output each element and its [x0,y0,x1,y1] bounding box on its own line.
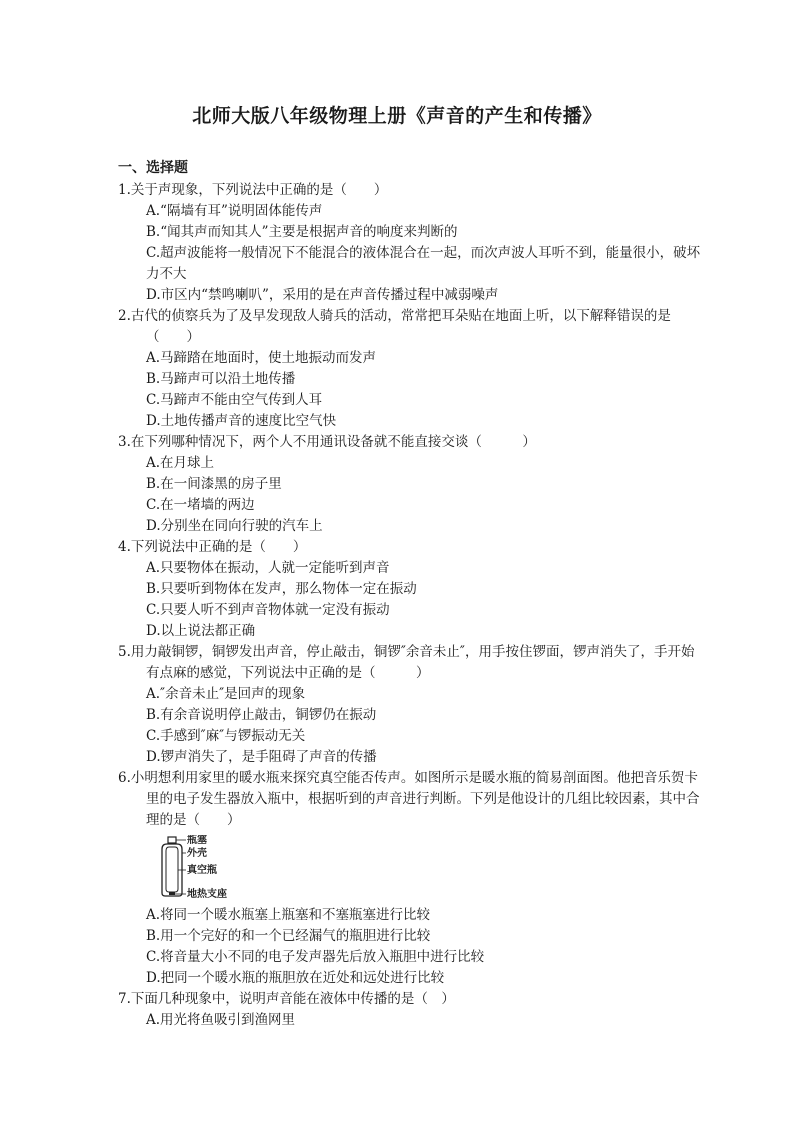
document-title: 北师大版八年级物理上册《声音的产生和传播》 [192,105,602,127]
question-4 [118,537,702,642]
question-2 [118,306,702,432]
question-stem: 2.古代的侦察兵为了及早发现敌人骑兵的活动，常常把耳朵贴在地面上听，以下解释错误的是（ ） [118,308,671,345]
option-c: C.手感到″麻″与锣振动无关 [146,728,306,744]
figure-label-shell: 外壳 [187,848,207,859]
option-c: C.在一堵墙的两边 [146,497,255,513]
question-1 [118,180,702,306]
option-d: D.分别坐在同向行驶的汽车上 [146,518,323,534]
question-stem: 6.小明想利用家里的暖水瓶来探究真空能否传声。如图所示是暖水瓶的简易剖面图。他把音乐贺卡里的电子发生器放入瓶中，根据听到的声音进行判断。下列是他设计的几组比较因素，其中合理的是（ ） [118,770,700,828]
option-d: D.锣声消失了，是手阻碍了声音的传播 [146,749,377,765]
question-list [118,180,702,1031]
option-b: B.有余音说明停止敲击，铜锣仍在振动 [146,707,377,723]
option-b: B.用一个完好的和一个已经漏气的瓶胆进行比较 [146,928,431,944]
question-3 [118,432,702,537]
option-b: B.在一间漆黑的房子里 [146,476,282,492]
option-a: A.用光将鱼吸引到渔网里 [146,1012,296,1028]
section-heading: 一、选择题 [118,160,188,176]
figure-label-support: 地热支座 [187,889,227,899]
option-a: A.在月球上 [146,455,215,471]
thermos-cross-section-figure [156,835,266,899]
question-stem: 1.关于声现象，下列说法中正确的是（ ） [118,182,388,198]
option-a: A.马蹄踏在地面时，使土地振动而发声 [146,350,377,366]
question-7 [118,989,702,1031]
question-stem: 7.下面几种现象中，说明声音能在液体中传播的是（ ） [118,991,455,1007]
option-a: A.将同一个暖水瓶塞上瓶塞和不塞瓶塞进行比较 [146,907,431,923]
figure-label-stopper: 瓶塞 [187,835,207,846]
option-c: C.只要人听不到声音物体就一定没有振动 [146,602,390,618]
option-b: B.只要听到物体在发声，那么物体一定在振动 [146,581,417,597]
option-a: A.“隔墙有耳”说明固体能传声 [146,203,323,219]
question-stem: 5.用力敲铜锣，铜锣发出声音，停止敲击，铜锣″余音未止″，用手按住锣面，锣声消失了，手开始有点麻的感觉，下列说法中正确的是（ ） [118,644,695,681]
option-d: D.把同一个暖水瓶的瓶胆放在近处和远处进行比较 [146,970,445,986]
option-c: C.超声波能将一般情况下不能混合的液体混合在一起，而次声波人耳听不到，能量很小，破坏力不大 [146,245,701,282]
question-stem: 3.在下列哪种情况下，两个人不用通讯设备就不能直接交谈（ ） [118,434,536,450]
option-b: B.“闻其声而知其人”主要是根据声音的响度来判断的 [146,224,458,240]
figure-label-vacuum-bottle: 真空瓶 [187,865,217,876]
option-d: D.市区内“禁鸣喇叭”，采用的是在声音传播过程中减弱噪声 [146,287,499,303]
option-c: C.将音量大小不同的电子发声器先后放入瓶胆中进行比较 [146,949,485,965]
option-a: A.只要物体在振动，人就一定能听到声音 [146,560,390,576]
option-b: B.马蹄声可以沿土地传播 [146,371,296,387]
option-a: A.″余音未止″是回声的现象 [146,686,306,702]
question-6 [118,768,702,989]
option-d: D.以上说法都正确 [146,623,256,639]
question-5 [118,642,702,768]
option-c: C.马蹄声不能由空气传到人耳 [146,392,323,408]
question-stem: 4.下列说法中正确的是（ ） [118,539,307,555]
option-d: D.土地传播声音的速度比空气快 [146,413,337,429]
